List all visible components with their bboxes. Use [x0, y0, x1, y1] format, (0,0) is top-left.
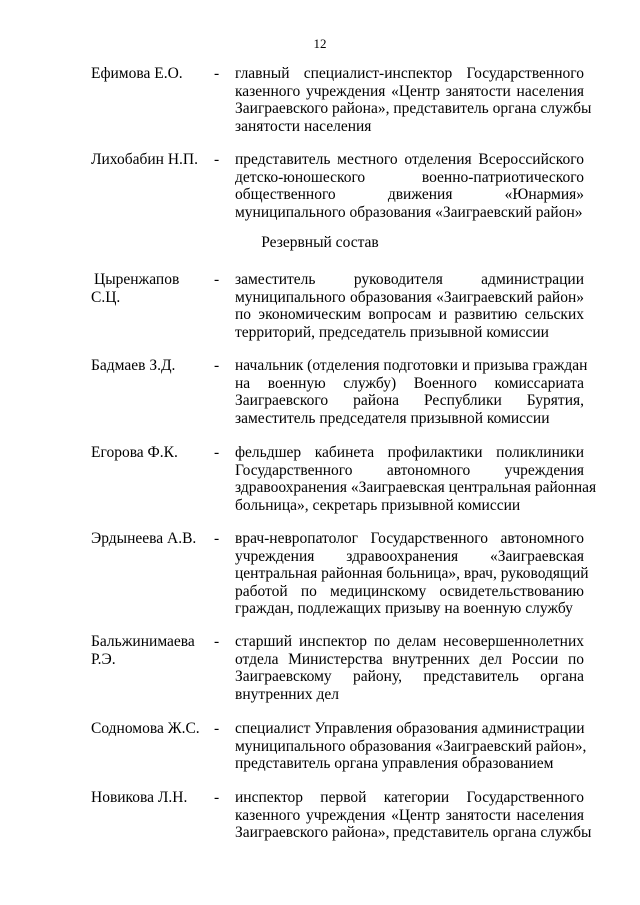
description-line: представитель органа управления образованием — [235, 755, 554, 772]
description-line: муниципального образования «Заиграевский район», — [235, 737, 587, 755]
member-description — [235, 151, 584, 221]
member-description — [235, 444, 597, 514]
description-line: казенного учреждения «Центр занятости населения — [235, 806, 584, 824]
description-line: Государственного автономного учреждения — [235, 461, 584, 479]
member-description — [235, 530, 589, 618]
member-name — [91, 151, 203, 169]
separator-dash: - — [214, 65, 220, 82]
description-line: внутренних дел — [235, 685, 339, 703]
description-line: детско-юношеского военно-патриотического — [235, 168, 584, 186]
separator-dash: - — [214, 789, 220, 806]
description-line: Заиграевского района», представитель органа службы — [235, 824, 592, 841]
description-line: представитель местного отделения Всероссийского — [235, 151, 584, 168]
member-name-line: С.Ц. — [91, 288, 121, 306]
member-name — [91, 444, 203, 462]
separator-dash: - — [214, 720, 220, 737]
description-line: начальник (отделения подготовки и призыва граждан — [235, 357, 588, 374]
description-line: общественного движения «Юнармия» — [235, 186, 584, 203]
description-line: главный специалист-инспектор Государственного — [235, 65, 584, 82]
member-description — [235, 789, 592, 842]
member-name-line: Содномова Ж.С. — [91, 720, 200, 737]
separator-dash: - — [214, 357, 220, 374]
member-name — [91, 65, 203, 83]
member-name — [91, 720, 203, 738]
member-name-line: Бальжинимаева — [91, 633, 195, 650]
description-line: работой по медицинскому освидетельствованию — [235, 582, 584, 600]
page-number: 12 — [313, 36, 327, 51]
member-description — [235, 271, 584, 341]
separator-dash: - — [214, 271, 220, 288]
description-line: Заиграевского района», представитель органа службы — [235, 100, 592, 117]
description-line: отдела Министерства внутренних дел России по — [235, 650, 584, 668]
member-description — [235, 357, 588, 427]
member-name-line: Новикова Л.Н. — [91, 789, 188, 806]
member-name — [91, 357, 203, 375]
member-name — [91, 530, 203, 548]
description-line: фельдшер кабинета профилактики поликлиники — [235, 444, 584, 461]
member-name-line: Бадмаев З.Д. — [91, 357, 176, 374]
member-description — [235, 720, 587, 773]
member-name-line: Лихобабин Н.П. — [91, 151, 198, 168]
description-line: граждан, подлежащих призыву на военную службу — [235, 600, 573, 617]
description-line: муниципального образования «Заиграевский район» — [235, 288, 584, 306]
member-description — [235, 633, 584, 703]
section-heading-reserve: Резервный состав — [261, 234, 379, 251]
description-line: заместитель председателя призывной комиссии — [235, 409, 550, 427]
description-line: заместитель руководителя администрации — [235, 271, 584, 288]
separator-dash: - — [214, 530, 220, 547]
member-name — [91, 789, 203, 807]
description-line: учреждения здравоохранения «Заиграевская — [235, 547, 584, 565]
member-name-line: Р.Э. — [91, 650, 116, 668]
member-name-line: Ефимова Е.О. — [91, 65, 183, 82]
description-line: занятости населения — [235, 117, 372, 135]
description-line: казенного учреждения «Центр занятости населения — [235, 82, 584, 100]
description-line: территорий, председатель призывной комиссии — [235, 323, 549, 341]
description-line: на военную службу) Военного комиссариата — [235, 374, 584, 392]
description-line: Заиграевскому району, представитель органа — [235, 668, 584, 685]
description-line: здравоохранения «Заиграевская центральная районная — [235, 479, 597, 496]
member-name — [91, 633, 203, 668]
member-name-line: Егорова Ф.К. — [91, 444, 178, 461]
member-name — [91, 271, 206, 306]
member-name-line: Цыренжапов — [94, 271, 180, 288]
description-line: Заиграевского района Республики Бурятия, — [235, 392, 584, 409]
member-description — [235, 65, 592, 135]
description-line: по экономическим вопросам и развитию сельских — [235, 306, 584, 323]
description-line: врач-невропатолог Государственного автономного — [235, 530, 584, 547]
member-name-line: Эрдынеева А.В. — [91, 530, 197, 547]
separator-dash: - — [214, 151, 220, 168]
description-line: больница», секретарь призывной комиссии — [235, 496, 521, 514]
separator-dash: - — [214, 633, 220, 650]
separator-dash: - — [214, 444, 220, 461]
description-line: специалист Управления образования администрации — [235, 720, 585, 737]
description-line: центральная районная больница», врач, руководящий — [235, 565, 589, 582]
description-line: старший инспектор по делам несовершеннолетних — [235, 633, 584, 650]
description-line: инспектор первой категории Государственного — [235, 789, 584, 806]
description-line: муниципального образования «Заиграевский район» — [235, 203, 583, 221]
